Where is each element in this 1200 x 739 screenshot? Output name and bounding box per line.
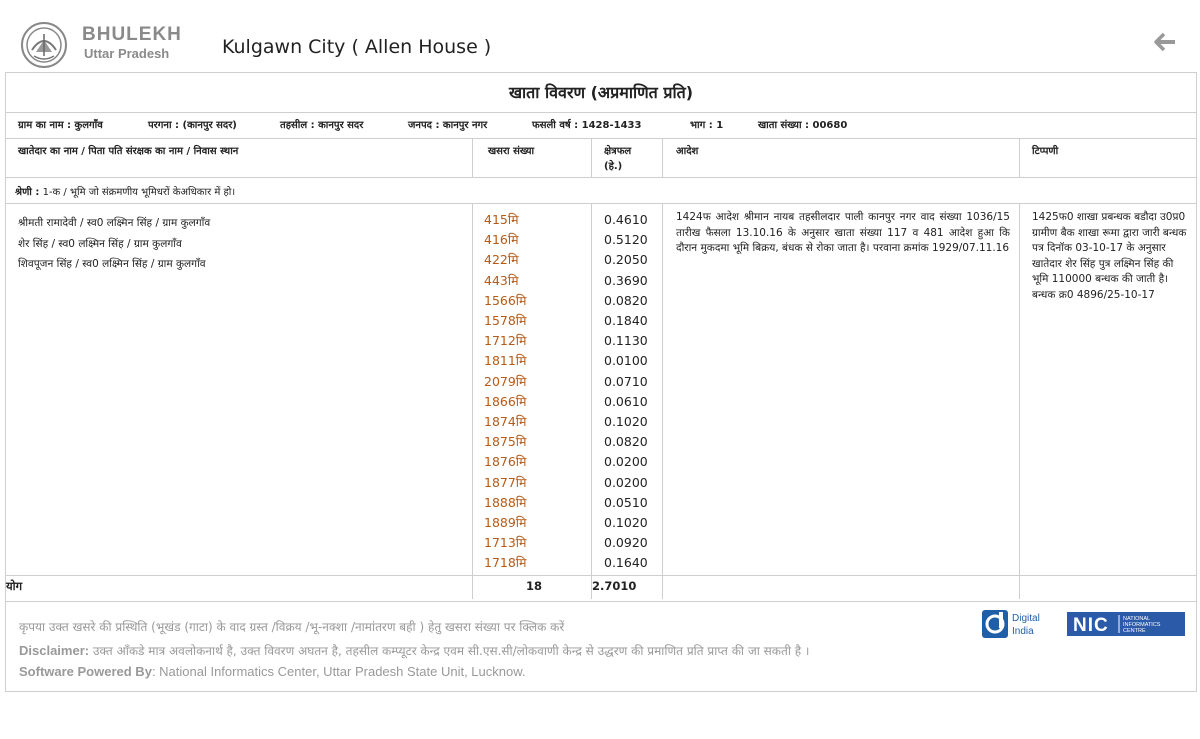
area-value: 0.0510: [604, 494, 648, 510]
area-value: 0.0200: [604, 454, 648, 470]
khasra-link[interactable]: 1718मि: [484, 555, 527, 571]
khasra-link[interactable]: 1889मि: [484, 515, 527, 531]
meta-khata-number: खाता संख्या : 00680: [758, 120, 848, 131]
column-order: आदेश: [676, 146, 699, 157]
divider: [6, 601, 1196, 602]
area-value: 0.0820: [604, 292, 648, 308]
khasra-click-note: कृपया उक्त खसरे की प्रस्थिति (भूखंड (गाटा) के वाद ग्रस्त /विक्रय /भू-नक्शा /नामांतरण बही ) हेतु खसरा संख्या पर क्लिक करें: [19, 620, 565, 634]
khasra-link[interactable]: 1866मि: [484, 393, 527, 409]
area-value: 0.0920: [604, 535, 648, 551]
khasra-link[interactable]: 1811मि: [484, 353, 527, 369]
nic-line1: NATIONAL: [1123, 616, 1151, 622]
divider: [6, 203, 1196, 204]
meta-bhag: भाग : 1: [690, 120, 724, 131]
nic-logo: [1067, 612, 1185, 636]
digital-india-line1: Digital: [1012, 613, 1040, 624]
meta-tehsil: तहसील : कानपुर सदर: [280, 120, 364, 131]
nic-line2: INFORMATICS: [1123, 622, 1161, 628]
arrow-left-icon[interactable]: [1152, 30, 1178, 54]
column-khasra: खसरा संख्या: [488, 146, 535, 157]
khasra-link[interactable]: 1874मि: [484, 414, 527, 430]
owner-row: शिवपूजन सिंह / स्व0 लक्ष्मिन सिंह / ग्राम कुलगाँव: [18, 258, 206, 270]
total-khasra-count: 18: [526, 579, 543, 593]
disclaimer-text: उक्त आँकडे मात्र अवलोकनार्थ है, उक्त विवरण अघतन है, तहसील कम्प्यूटर केन्द्र एवम सी.एस.सी/लोकवाणी केन्द्र से उद्धरण की प्रमाणित प्रति प्राप्त की जा सकती है ।: [89, 644, 810, 658]
khasra-link[interactable]: 1876मि: [484, 454, 527, 470]
khasra-link[interactable]: 1566मि: [484, 292, 527, 308]
owner-row: शेर सिंह / स्व0 लक्ष्मिन सिंह / ग्राम कुलगाँव: [18, 237, 182, 250]
area-value: 0.0200: [604, 474, 648, 490]
disclaimer: [19, 642, 809, 659]
area-value: 0.0100: [604, 353, 648, 369]
divider: [6, 575, 1196, 576]
column-area-label: क्षेत्रफल: [604, 146, 632, 157]
meta-village: ग्राम का नाम : कुलगाँव: [18, 120, 103, 131]
owner-list: [18, 213, 478, 275]
divider: [472, 139, 473, 599]
up-emblem-logo: [14, 22, 74, 68]
meta-fasli-year: फसली वर्ष : 1428-1433: [532, 120, 642, 131]
category-row: [15, 184, 235, 198]
area-value: 0.0610: [604, 393, 648, 409]
area-value: 0.5120: [604, 232, 648, 248]
khasra-link[interactable]: 415मि: [484, 212, 519, 227]
order-text: 1424फ आदेश श्रीमान नायब तहसीलदार पाली कानपुर नगर वाद संख्या 1036/15 तारीख फैसला 13.10.16 के अनुसार खाता संख्या 117 व 481 आदेश हुआ कि दौरान मुकदमा भूमि बिक्रय, बंधक से रोका जाता है। परवाना क्रमांक 1929/07.11.16: [676, 211, 1010, 254]
divider: [1019, 139, 1020, 599]
total-label: योग: [6, 579, 23, 593]
khasra-list: [484, 210, 592, 574]
khasra-link[interactable]: 1877मि: [484, 474, 527, 490]
record-title: खाता विवरण (अप्रमाणित प्रति): [6, 73, 1196, 113]
owner-row: श्रीमती रामादेवी / स्व0 लक्ष्मिन सिंह / ग्राम कुलगाँव: [18, 217, 211, 229]
area-value: 0.0820: [604, 434, 648, 450]
powered-by-text: : National Informatics Center, Uttar Pradesh State Unit, Lucknow.: [151, 664, 526, 679]
digital-india-line2: India: [1012, 626, 1034, 637]
brand-title: BHULEKH: [82, 24, 182, 45]
remark-text: 1425फ0 शाखा प्रबन्धक बडौदा उ0प्र0 ग्रामीण बैक शाखा रूमा द्वारा जारी बन्धक पत्र दिनॉक 03-10-17 के अनुसार खातेदार शेर सिंह पुत्र लक्ष्मिन सिंह की भूमि 110000 बन्धक की जाती है। बन्धक क्र0 4896/25-10-17: [1032, 211, 1187, 301]
column-area: [596, 139, 664, 177]
khasra-link[interactable]: 1888मि: [484, 494, 527, 510]
area-value: 0.0710: [604, 373, 648, 389]
digital-india-logo: [982, 609, 1054, 639]
total-area: 2.7010: [592, 579, 637, 593]
top-bar: [0, 0, 1200, 72]
khasra-link[interactable]: 422मि: [484, 252, 519, 268]
khasra-link[interactable]: 2079मि: [484, 373, 527, 389]
khata-record-panel: [5, 72, 1197, 692]
area-list: [604, 210, 664, 574]
area-value: 0.1840: [604, 313, 648, 329]
area-value: 0.4610: [604, 212, 648, 227]
column-area-unit: (हे.): [604, 161, 623, 172]
svg-text:NIC: NIC: [1073, 615, 1109, 636]
area-value: 0.1130: [604, 333, 648, 349]
area-value: 0.3690: [604, 272, 648, 288]
brand-subtitle: Uttar Pradesh: [84, 46, 170, 61]
khasra-link[interactable]: 1875मि: [484, 434, 527, 450]
khasra-link[interactable]: 1712मि: [484, 333, 527, 349]
page-heading: Kulgawn City ( Allen House ): [222, 36, 492, 58]
column-remark: टिप्पणी: [1032, 146, 1059, 157]
meta-pargana: परगना : (कानपुर सदर): [148, 120, 237, 131]
nic-line3: CENTRE: [1123, 628, 1146, 634]
area-value: 0.2050: [604, 252, 648, 268]
area-value: 0.1020: [604, 414, 648, 430]
khasra-link[interactable]: 443मि: [484, 272, 519, 288]
khasra-link[interactable]: 1713मि: [484, 535, 527, 551]
area-value: 0.1020: [604, 515, 648, 531]
meta-district: जनपद : कानपुर नगर: [408, 120, 488, 131]
disclaimer-label: Disclaimer:: [19, 643, 90, 658]
category-value: 1-क / भूमि जो संक्रमणीय भूमिधरों केअधिकार में हो।: [39, 187, 236, 198]
area-value: 0.1640: [604, 555, 648, 571]
record-meta-row: [6, 113, 1196, 139]
category-label: श्रेणी :: [15, 187, 40, 198]
khasra-link[interactable]: 416मि: [484, 232, 519, 248]
column-owner: खातेदार का नाम / पिता पति संरक्षक का नाम / निवास स्थान: [18, 146, 239, 157]
powered-by-label: Software Powered By: [19, 664, 152, 679]
powered-by: [19, 664, 526, 679]
khasra-link[interactable]: 1578मि: [484, 313, 527, 329]
